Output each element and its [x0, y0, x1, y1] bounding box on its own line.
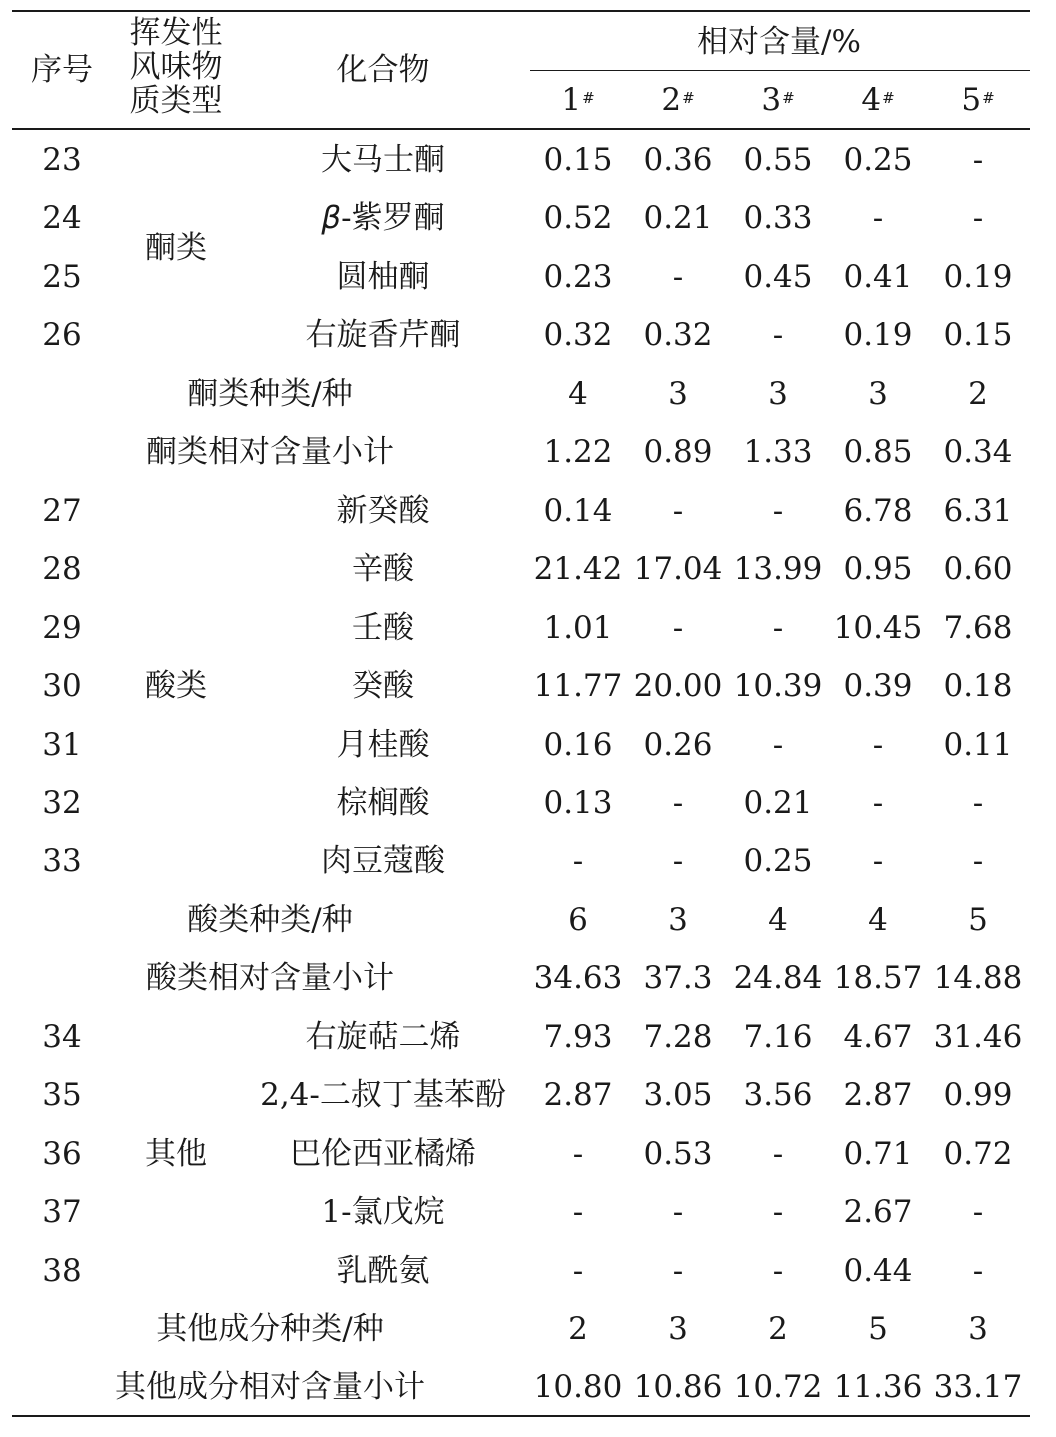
table-cell: 3.05	[643, 1077, 713, 1114]
table-cell: 11.77	[533, 668, 623, 705]
summary-cell: 2	[768, 1311, 788, 1347]
table-cell: 0.13	[543, 784, 613, 821]
summary-cell: 2	[568, 1311, 588, 1347]
table-cell: 0.39	[843, 668, 913, 705]
summary-cell: 4	[768, 901, 788, 938]
table-cell: 0.99	[943, 1077, 1013, 1114]
summary-cell: 2	[968, 375, 988, 412]
table-cell: 0.52	[543, 200, 613, 237]
header-type-line: 挥发性	[129, 15, 223, 51]
table-cell: -	[972, 784, 984, 821]
column-number: 5	[961, 82, 982, 118]
table-cell: 0.16	[543, 726, 613, 763]
compound-name: 壬酸	[352, 609, 414, 646]
table-cell: 0.32	[543, 317, 613, 354]
table-cell: 7.93	[543, 1018, 613, 1055]
table-cell: 7.28	[643, 1018, 713, 1055]
table-cell: -	[572, 1194, 584, 1231]
row-number: 30	[42, 668, 82, 705]
table-cell: 7.16	[743, 1018, 813, 1055]
table-cell: -	[772, 1194, 784, 1231]
compound-name: 圆柚酮	[336, 258, 430, 295]
header-type	[130, 16, 223, 118]
table-cell: -	[672, 784, 684, 821]
row-number: 32	[42, 784, 82, 821]
table-cell: 0.26	[643, 726, 713, 763]
table-cell: -	[872, 784, 884, 821]
summary-label: 酮类种类/种	[187, 375, 353, 412]
compound-name: 新癸酸	[336, 492, 430, 529]
summary-cell: 3	[868, 375, 888, 412]
table-cell: 0.11	[943, 726, 1013, 763]
table-cell: 1.01	[543, 609, 613, 646]
row-number: 35	[42, 1077, 82, 1114]
compound-name: 乳酰氨	[336, 1252, 430, 1289]
table-top-rule	[12, 10, 1030, 12]
row-number: 31	[42, 726, 82, 763]
header-compound: 化合物	[336, 52, 430, 88]
header-type-line: 质类型	[129, 83, 223, 119]
summary-cell: 1.33	[743, 434, 813, 471]
table-cell: 7.68	[943, 609, 1013, 646]
table-cell: 0.21	[743, 784, 813, 821]
category-label: 酮类	[145, 229, 207, 266]
table-cell: 0.19	[843, 317, 913, 354]
compound-name: 巴伦西亚橘烯	[290, 1135, 476, 1172]
table-cell: 0.55	[743, 142, 813, 178]
table-cell: 0.15	[943, 317, 1013, 354]
column-mark: #	[782, 89, 795, 107]
header-seq: 序号	[31, 52, 93, 88]
row-number: 29	[42, 609, 82, 646]
summary-cell: 0.34	[943, 434, 1013, 471]
summary-cell: 18.57	[833, 960, 923, 997]
column-mark: #	[882, 89, 895, 107]
column-header	[861, 83, 894, 117]
table-cell: 0.14	[543, 492, 613, 529]
summary-cell: 10.86	[633, 1369, 723, 1406]
row-number: 36	[42, 1135, 82, 1172]
compound-name: 右旋香芹酮	[305, 317, 461, 354]
row-number: 33	[42, 843, 82, 880]
table-cell: 0.95	[843, 551, 913, 588]
summary-cell: 1.22	[543, 434, 613, 471]
compound-name: 右旋萜二烯	[305, 1018, 461, 1055]
table-cell: -	[772, 726, 784, 763]
table-cell: -	[872, 200, 884, 237]
table-cell: -	[772, 317, 784, 354]
summary-cell: 11.36	[833, 1369, 923, 1406]
table-cell: -	[872, 726, 884, 763]
summary-label: 酸类相对含量小计	[146, 960, 394, 997]
column-mark: #	[582, 89, 595, 107]
compound-name: 2,4-二叔丁基苯酚	[260, 1077, 506, 1114]
summary-cell: 0.89	[643, 434, 713, 471]
column-number: 2	[661, 82, 682, 118]
table-cell: 10.39	[733, 668, 823, 705]
summary-cell: 24.84	[733, 960, 823, 997]
table-cell: 0.72	[943, 1135, 1013, 1172]
category-label: 酸类	[145, 668, 207, 705]
table-cell: 31.46	[933, 1018, 1023, 1055]
summary-cell: 4	[868, 901, 888, 938]
summary-cell: 3	[968, 1311, 988, 1347]
table-cell: -	[572, 1252, 584, 1289]
row-number: 37	[42, 1194, 82, 1231]
table-cell: -	[672, 1194, 684, 1231]
compound-name: 癸酸	[352, 668, 414, 705]
table-cell: 2.87	[543, 1077, 613, 1114]
compound-name: 棕榈酸	[336, 784, 430, 821]
column-number: 4	[861, 82, 882, 118]
column-header	[661, 83, 694, 117]
table-cell: 0.36	[643, 142, 713, 178]
row-number: 25	[42, 258, 82, 295]
table-cell: 6.78	[843, 492, 913, 529]
table-cell: 0.25	[843, 142, 913, 178]
table-cell: 21.42	[533, 551, 623, 588]
table-cell: 0.53	[643, 1135, 713, 1172]
summary-cell: 3	[668, 375, 688, 412]
table-cell: -	[972, 142, 984, 178]
compound-name: 辛酸	[352, 551, 414, 588]
table-cell: -	[772, 492, 784, 529]
table-header-rule	[12, 128, 1030, 130]
table-cell: 20.00	[633, 668, 723, 705]
summary-label: 酮类相对含量小计	[146, 434, 394, 471]
column-header	[561, 83, 594, 117]
table-cell: 0.60	[943, 551, 1013, 588]
table-cell: -	[772, 609, 784, 646]
summary-cell: 5	[968, 901, 988, 938]
summary-label: 酸类种类/种	[187, 901, 353, 938]
table-cell: 0.19	[943, 258, 1013, 295]
table-cell: -	[672, 609, 684, 646]
compound-name: 肉豆蔻酸	[321, 843, 445, 880]
table-cell: 0.15	[543, 142, 613, 178]
summary-cell: 10.72	[733, 1369, 823, 1406]
summary-cell: 3	[668, 901, 688, 938]
summary-cell: 3	[668, 1311, 688, 1347]
table-cell: -	[672, 843, 684, 880]
row-number: 34	[42, 1018, 82, 1055]
column-mark: #	[982, 89, 995, 107]
summary-cell: 3	[768, 375, 788, 412]
table-cell: 3.56	[743, 1077, 813, 1114]
table-cell: 0.23	[543, 258, 613, 295]
row-number: 23	[42, 142, 82, 178]
column-number: 1	[561, 82, 582, 118]
column-header	[761, 83, 794, 117]
summary-label: 其他成分种类/种	[156, 1311, 384, 1347]
table-cell: -	[672, 258, 684, 295]
table-cell: -	[972, 843, 984, 880]
table-cell: 2.87	[843, 1077, 913, 1114]
table-cell: 10.45	[833, 609, 923, 646]
row-number: 38	[42, 1252, 82, 1289]
row-number: 24	[42, 200, 82, 237]
table-cell: 6.31	[943, 492, 1013, 529]
table-cell: 0.32	[643, 317, 713, 354]
summary-cell: 37.3	[643, 960, 713, 997]
summary-cell: 33.17	[933, 1369, 1023, 1406]
header-group: 相对含量/%	[697, 24, 861, 60]
table-cell: -	[672, 492, 684, 529]
table-cell: 0.21	[643, 200, 713, 237]
category-label: 其他	[145, 1135, 207, 1172]
compound-name: β-紫罗酮	[321, 200, 445, 237]
summary-label: 其他成分相对含量小计	[115, 1369, 425, 1406]
compound-name: 月桂酸	[336, 726, 430, 763]
table-cell: 13.99	[733, 551, 823, 588]
table-cell: 0.44	[843, 1252, 913, 1289]
summary-cell: 10.80	[533, 1369, 623, 1406]
table-cell: 0.71	[843, 1135, 913, 1172]
table-cell: -	[972, 1194, 984, 1231]
summary-cell: 5	[868, 1311, 888, 1347]
row-number: 26	[42, 317, 82, 354]
table-cell: -	[572, 1135, 584, 1172]
summary-cell: 6	[568, 901, 588, 938]
header-group-rule	[530, 70, 1030, 71]
summary-cell: 34.63	[533, 960, 623, 997]
header-type-line: 风味物	[129, 49, 223, 85]
table-cell: 4.67	[843, 1018, 913, 1055]
table-bottom-rule	[12, 1415, 1030, 1417]
table-cell: 0.25	[743, 843, 813, 880]
table-cell: -	[972, 200, 984, 237]
table-cell: -	[672, 1252, 684, 1289]
compound-name: 大马士酮	[321, 142, 445, 178]
compound-prefix: β	[321, 200, 342, 237]
column-mark: #	[682, 89, 695, 107]
table-cell: 0.18	[943, 668, 1013, 705]
table-cell: -	[772, 1252, 784, 1289]
compound-name: 1-氯戊烷	[321, 1194, 445, 1231]
summary-cell: 0.85	[843, 434, 913, 471]
summary-cell: 14.88	[933, 960, 1023, 997]
table-cell: 0.41	[843, 258, 913, 295]
column-header	[961, 83, 994, 117]
column-number: 3	[761, 82, 782, 118]
table-cell: 0.45	[743, 258, 813, 295]
table-cell: 17.04	[633, 551, 723, 588]
table-cell: -	[872, 843, 884, 880]
row-number: 27	[42, 492, 82, 529]
table-cell: -	[972, 1252, 984, 1289]
table-cell: 0.33	[743, 200, 813, 237]
table-cell: -	[572, 843, 584, 880]
row-number: 28	[42, 551, 82, 588]
table-cell: -	[772, 1135, 784, 1172]
summary-cell: 4	[568, 375, 588, 412]
table-cell: 2.67	[843, 1194, 913, 1231]
